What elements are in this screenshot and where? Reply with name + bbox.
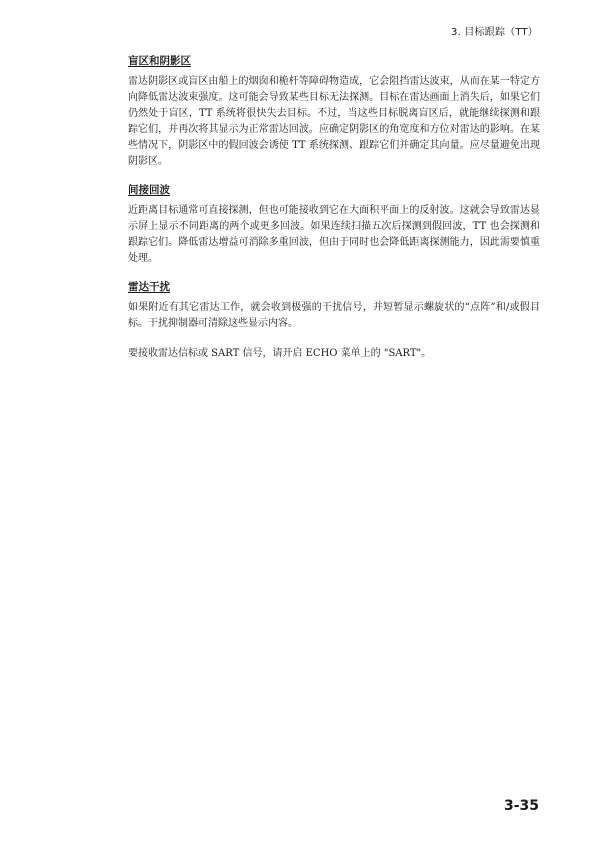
- page-content: [128, 53, 540, 376]
- section-radar-interference: [128, 279, 540, 332]
- section-paragraph: 近距离目标通常可直接探测，但也可能接收到它在大面积平面上的反射波。这就会导致雷达显示屏上显示不同距离的两个或更多回波。如果连续扫描五次后探测到假回波，TT 也会探测和跟踪它们。降低雷达增益可消除多重回波，但由于同时也会降低距离探测能力，因此需要慎重处理。: [128, 205, 540, 264]
- section-heading: 雷达干扰: [128, 281, 170, 293]
- page-number: 3-35: [503, 798, 539, 814]
- section-paragraph: 雷达阴影区或盲区由船上的烟囱和桅杆等障碍物造成，它会阻挡雷达波束，从而在某一特定方向降低雷达波束强度。这可能会导致某些目标无法探测。目标在雷达画面上消失后，如果它们仍然处于盲区，TT 系统将很快失去目标。不过，当这些目标脱离盲区后，就能继续探测和跟踪它们，并再次将其显示为正常雷达回波。应确定阴影区的角宽度和方位对雷达的影响。在某些情况下，阴影区中的假回波会诱使 TT 系统探测、跟踪它们并确定其向量。应尽量避免出现阴影区。: [128, 76, 540, 167]
- running-header: 3. 目标跟踪（TT）: [451, 27, 538, 38]
- section-heading: 间接回波: [128, 184, 170, 196]
- section-blind-shadow: [128, 53, 540, 170]
- sart-note: 要接收雷达信标或 SART 信号，请开启 ECHO 菜单上的 "SART"。: [128, 348, 432, 359]
- section-heading: 盲区和阴影区: [128, 55, 191, 67]
- section-indirect-echoes: [128, 182, 540, 267]
- section-paragraph: 如果附近有其它雷达工作，就会收到极强的干扰信号，并短暂显示螺旋状的“点阵”和/或假目标。干扰抑制器可清除这些显示内容。: [128, 302, 540, 329]
